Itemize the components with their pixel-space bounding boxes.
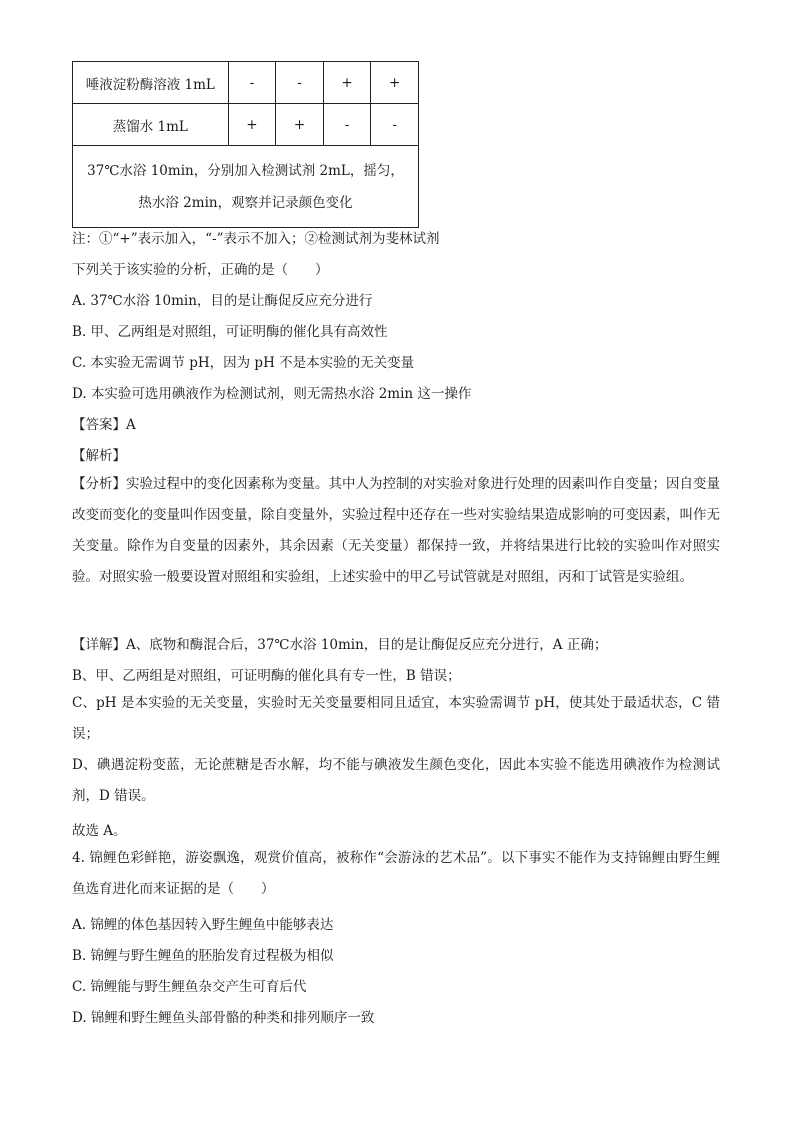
q4-option-b: B. 锦鲤与野生鲤鱼的胚胎发育过程极为相似 (72, 948, 334, 964)
table-procedure-note: 37℃水浴 10min，分别加入检测试剂 2mL，摇匀，热水浴 2min，观察并记录颜色变化 (73, 146, 419, 228)
detail-c: C、pH 是本实验的无关变量，实验时无关变量要相同且适宜，本实验需调节 pH，使其处于最适状态，C 错误； (72, 695, 720, 742)
option-d: D. 本实验可选用碘液作为检测试剂，则无需热水浴 2min 这一操作 (72, 386, 472, 402)
option-b: B. 甲、乙两组是对照组，可证明酶的催化具有高效性 (72, 324, 388, 340)
experiment-table (72, 61, 419, 228)
q4-option-a: A. 锦鲤的体色基因转入野生鲤鱼中能够表达 (72, 917, 334, 933)
table-footnote: 注：①“+”表示加入，“-”表示不加入；②检测试剂为斐林试剂 (72, 231, 440, 247)
row-label: 蒸馏水 1mL (73, 104, 229, 146)
table-row (73, 146, 419, 228)
row-label: 唾液淀粉酶溶液 1mL (73, 62, 229, 104)
table-cell: + (276, 104, 324, 146)
q4-option-c: C. 锦鲤能与野生鲤鱼杂交产生可育后代 (72, 979, 307, 995)
table-cell: + (323, 62, 371, 104)
option-c: C. 本实验无需调节 pH，因为 pH 不是本实验的无关变量 (72, 355, 415, 371)
table-row (73, 104, 419, 146)
q4-option-d: D. 锦鲤和野生鲤鱼头部骨骼的种类和排列顺序一致 (72, 1010, 375, 1026)
conclusion: 故选 A。 (72, 823, 127, 839)
table-cell: - (323, 104, 371, 146)
table-cell: - (371, 104, 419, 146)
table-cell: - (276, 62, 324, 104)
question-4-stem: 4. 锦鲤色彩鲜艳，游姿飘逸，观赏价值高，被称作“会游泳的艺术品”。以下事实不能作为支持锦鲤由野生鲤鱼选育进化而来证据的是（ ） (72, 850, 720, 897)
analysis-heading: 【解析】 (72, 448, 126, 464)
detail-d: D、碘遇淀粉变蓝，无论蔗糖是否水解，均不能与碘液发生颜色变化，因此本实验不能选用碘液作为检测试剂，D 错误。 (72, 757, 720, 804)
question-stem: 下列关于该实验的分析，正确的是（ ） (72, 262, 329, 278)
detail-a: 【详解】A、底物和酶混合后，37℃水浴 10min，目的是让酶促反应充分进行，A 正确； (72, 637, 608, 653)
table-cell: + (371, 62, 419, 104)
answer-label: 【答案】A (72, 417, 136, 433)
table-row (73, 62, 419, 104)
table-cell: + (228, 104, 276, 146)
detail-b: B、甲、乙两组是对照组，可证明酶的催化具有专一性，B 错误； (72, 668, 461, 684)
option-a: A. 37℃水浴 10min，目的是让酶促反应充分进行 (72, 293, 373, 309)
analysis-paragraph: 【分析】实验过程中的变化因素称为变量。其中人为控制的对实验对象进行处理的因素叫作自变量；因自变量改变而变化的变量叫作因变量，除自变量外，实验过程中还存在一些对实验结果造成影响的可变因素，叫作无关变量。除作为自变量的因素外，其余因素（无关变量）都保持一致，并将结果进行比较的实验叫作对照实验。对照实验一般要设置对照组和实验组，上述实验中的甲乙号试管就是对照组，丙和丁试管是实验组。 (72, 476, 720, 585)
table-cell: - (228, 62, 276, 104)
